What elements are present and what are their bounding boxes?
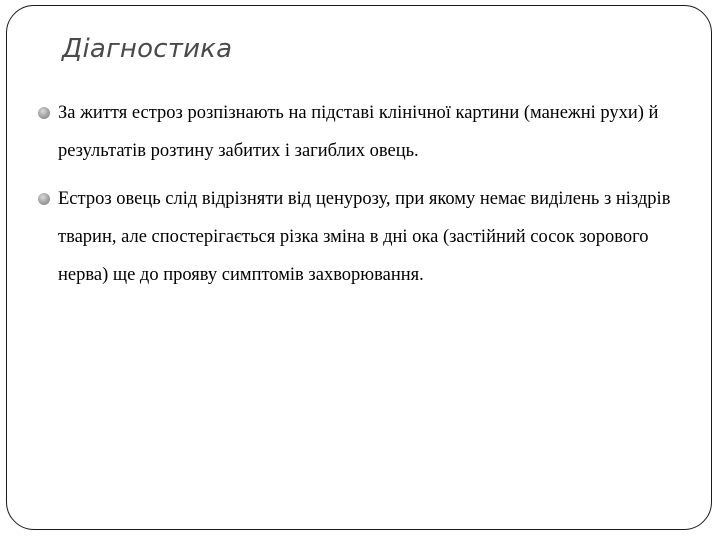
bullet-dot-icon: [38, 193, 50, 205]
slide-title: Діагностика: [62, 34, 233, 64]
bullet-item: [36, 94, 676, 170]
bullet-list: [36, 94, 676, 304]
bullet-text: Естроз овець слід відрізняти від ценурозу, при якому немає виділень з ніздрів тварин, але спостерігається різка зміна в дні ока (застійний сосок зорового нерва) ще до прояву симптомів захворювання.: [58, 189, 671, 285]
bullet-text: За життя естроз розпізнають на підставі клінічної картини (манежні рухи) й результатів розтину забитих і загиблих овець.: [58, 103, 659, 161]
bullet-item: [36, 180, 676, 294]
bullet-dot-icon: [38, 107, 50, 119]
